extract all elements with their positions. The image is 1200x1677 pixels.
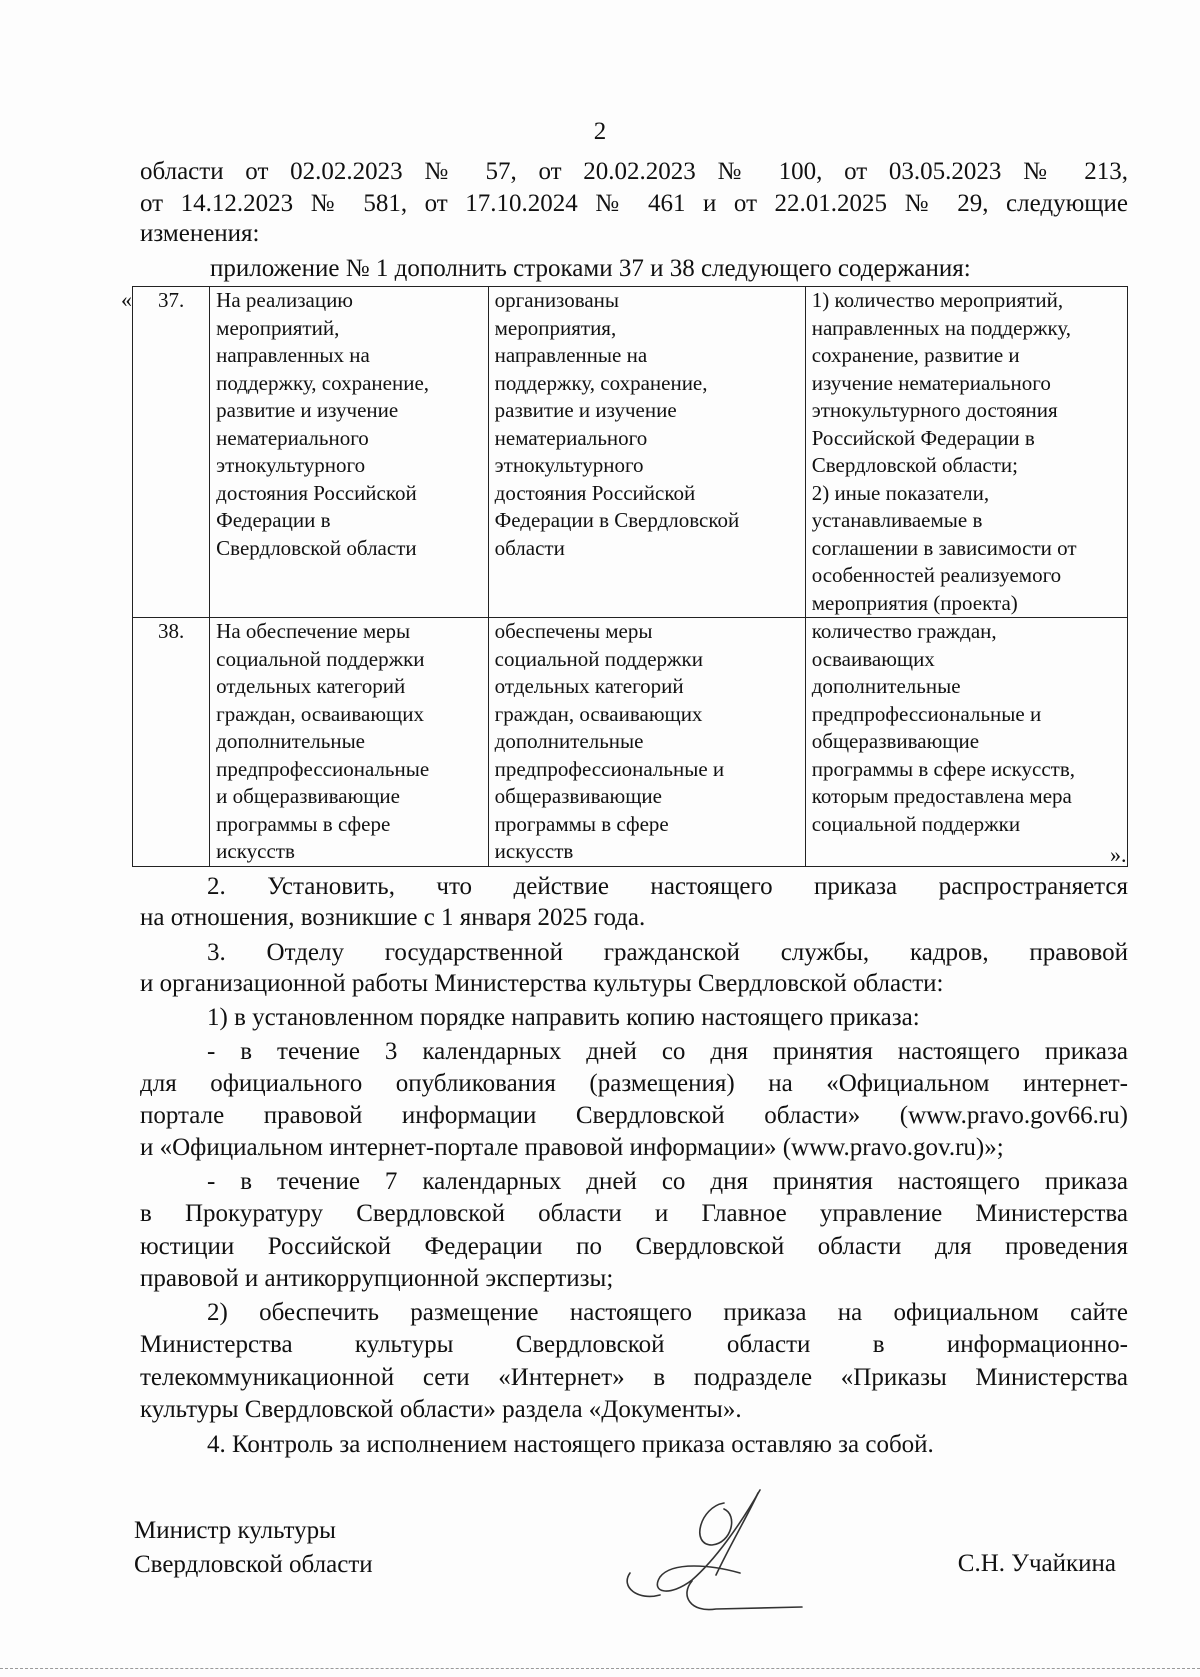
bullet-2-line-3: юстиции Российской Федерации по Свердловской области для проведения — [140, 1233, 1128, 1260]
signatory-title-line-2: Свердловской области — [134, 1551, 373, 1578]
bullet-1-line-1: - в течение 3 календарных дней со дня принятия настоящего приказа — [207, 1038, 1128, 1065]
row-number: 37. — [133, 287, 210, 618]
paragraph-3-item-2-line-4: культуры Свердловской области» раздела «Документы». — [140, 1396, 742, 1423]
appendix-instruction: приложение № 1 дополнить строками 37 и 38 следующего содержания: — [210, 255, 971, 282]
signatory-title-line-1: Министр культуры — [134, 1517, 336, 1544]
paragraph-3-line-1: 3. Отделу государственной гражданской службы, кадров, правовой — [207, 939, 1128, 966]
appendix-table — [132, 286, 1128, 867]
row-indicator: 1) количество мероприятий, направленных на поддержку, сохранение, развитие и изучение нематериального этнокультурного достояния Российской Федерации в Свердловской области; 2) иные показатели, устанавливаемые в соглашении в зависимости от особенностей реализуемого мероприятия (проекта) — [811, 288, 1077, 615]
table-row — [133, 287, 1128, 618]
intro-line-3: изменения: — [140, 220, 260, 247]
paragraph-4: 4. Контроль за исполнением настоящего приказа оставляю за собой. — [207, 1431, 934, 1458]
row-result: организованы мероприятия, направленные на поддержку, сохранение, развитие и изучение нематериального этнокультурного достояния Российской Федерации в Свердловской области — [494, 288, 740, 560]
paragraph-3-item-2-line-1: 2) обеспечить размещение настоящего приказа на официальном сайте — [207, 1299, 1128, 1326]
paragraph-2-line-1: 2. Установить, что действие настоящего приказа распространяется — [207, 873, 1128, 900]
intro-line-2: от 14.12.2023 № 581, от 17.10.2024 № 461 и от 22.01.2025 № 29, следующие — [140, 190, 1128, 217]
page-number: 2 — [593, 118, 607, 145]
paragraph-3-line-2: и организационной работы Министерства культуры Свердловской области: — [140, 970, 944, 997]
row-purpose: На обеспечение меры социальной поддержки отдельных категорий граждан, осваивающих дополнительные предпрофессиональные и общеразвивающие программы в сфере искусств — [216, 619, 430, 863]
paragraph-2-line-2: на отношения, возникшие с 1 января 2025 года. — [140, 904, 646, 931]
page-bottom-edge — [0, 1668, 1200, 1669]
signatory-name: С.Н. Учайкина — [957, 1550, 1116, 1577]
bullet-1-line-4: и «Официальном интернет-портале правовой информации» (www.pravo.gov.ru)»; — [140, 1134, 1004, 1161]
bullet-2-line-1: - в течение 7 календарных дней со дня принятия настоящего приказа — [207, 1168, 1128, 1195]
handwritten-signature — [620, 1485, 810, 1630]
paragraph-3-item-1: 1) в установленном порядке направить копию настоящего приказа: — [207, 1004, 920, 1031]
row-purpose: На реализацию мероприятий, направленных на поддержку, сохранение, развитие и изучение нематериального этнокультурного достояния Российской Федерации в Свердловской области — [216, 288, 430, 560]
paragraph-3-item-2-line-3: телекоммуникационной сети «Интернет» в подразделе «Приказы Министерства — [140, 1364, 1128, 1391]
row-number: 38. — [133, 618, 210, 867]
bullet-2-line-4: правовой и антикоррупционной экспертизы; — [140, 1265, 614, 1292]
intro-line-1: области от 02.02.2023 № 57, от 20.02.2023 № 100, от 03.05.2023 № 213, — [140, 158, 1128, 185]
bullet-2-line-2: в Прокуратуру Свердловской области и Главное управление Министерства — [140, 1200, 1128, 1227]
bullet-1-line-3: портале правовой информации Свердловской области» (www.pravo.gov66.ru) — [140, 1102, 1128, 1129]
paragraph-3-item-2-line-2: Министерства культуры Свердловской области в информационно- — [140, 1331, 1128, 1358]
signatory-title — [134, 1514, 373, 1582]
table-row — [133, 618, 1128, 867]
quote-close-mark: ». — [1110, 842, 1127, 867]
row-indicator: количество граждан, осваивающих дополнительные предпрофессиональные и общеразвивающие программы в сфере искусств, которым предоставлена мера социальной поддержки — [811, 619, 1076, 836]
bullet-1-line-2: для официального опубликования (размещения) на «Официальном интернет- — [140, 1070, 1128, 1097]
quote-open-mark: « — [121, 287, 132, 312]
row-result: обеспечены меры социальной поддержки отдельных категорий граждан, осваивающих дополнительные предпрофессиональные и общеразвивающие программы в сфере искусств — [494, 619, 725, 863]
